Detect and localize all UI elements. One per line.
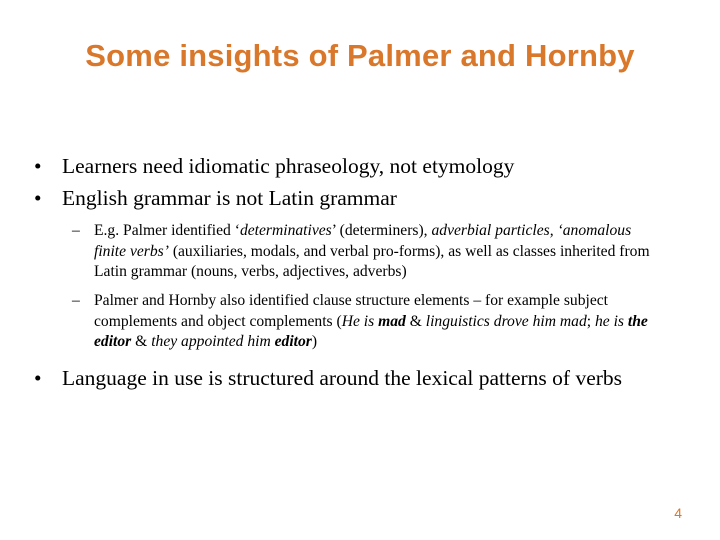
text-run: E.g. Palmer identified ‘ xyxy=(94,222,240,239)
slide-title: Some insights of Palmer and Hornby xyxy=(85,38,635,73)
bullet-item xyxy=(34,365,654,392)
sub-bullet-marker: – xyxy=(72,292,80,309)
sub-bullet-text xyxy=(94,221,652,283)
text-run: ) xyxy=(311,333,318,350)
sub-bullet-text xyxy=(94,291,652,353)
text-run-italic: he is xyxy=(594,312,628,330)
sub-bullet-marker: – xyxy=(72,222,80,239)
text-run: & xyxy=(405,312,426,330)
bullet-item xyxy=(34,185,674,212)
bullet-text: English grammar is not Latin grammar xyxy=(62,186,397,210)
text-run: ’ (determiners), xyxy=(331,222,432,239)
bullet-text: Language in use is structured around the lexical patterns of verbs xyxy=(62,366,623,390)
text-run-italic: they appointed him xyxy=(151,333,275,350)
text-run-italic: determinatives xyxy=(239,222,332,239)
text-run-italic: ‘anomalous finite verbs’ xyxy=(94,222,632,260)
bullet-item xyxy=(34,153,674,180)
bullet-marker: • xyxy=(34,366,42,390)
text-run: Palmer and Hornby also identified clause structure elements – for example subject complements and object complements ( xyxy=(94,292,608,330)
sub-bullet-item xyxy=(72,221,652,283)
bullet-marker: • xyxy=(34,154,42,178)
text-run-italic: adverbial particles, xyxy=(431,222,554,239)
sub-bullet-item xyxy=(72,291,652,353)
text-run-italic: linguistics drove him mad xyxy=(425,312,587,330)
text-run-bold-italic: mad xyxy=(378,312,406,330)
text-run-italic: He is xyxy=(341,312,379,330)
text-run-bold-italic: the editor xyxy=(94,312,648,350)
bullet-marker: • xyxy=(34,186,42,210)
text-run: (auxiliaries, modals, and verbal pro-forms), as well as classes inherited from Latin grammar (nouns, verbs, adjectives, adverbs) xyxy=(94,242,650,280)
text-run-bold-italic: editor xyxy=(274,333,312,350)
text-run: & xyxy=(131,333,152,350)
page-number: 4 xyxy=(674,505,682,521)
bullet-text: Learners need idiomatic phraseology, not etymology xyxy=(62,154,515,178)
text-run: ; xyxy=(586,312,595,330)
